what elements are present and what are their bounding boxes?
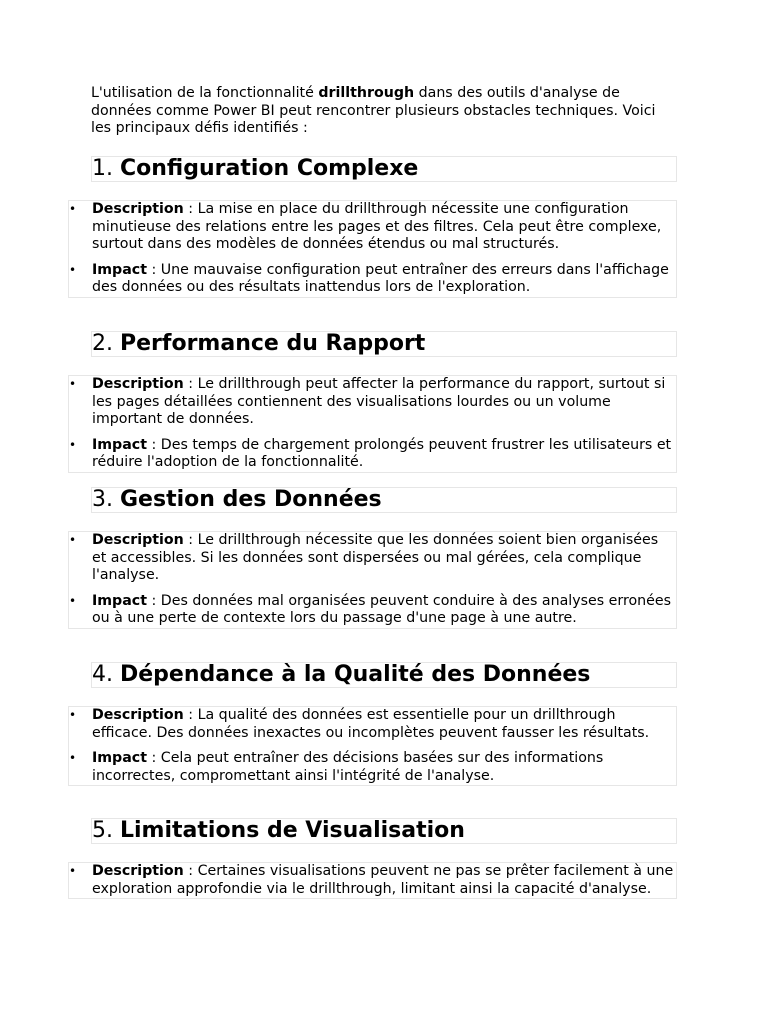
item-text: La qualité des données est essentielle pour un drillthrough efficace. Des données inexactes ou incomplètes peuvent fausser les résultats. (92, 707, 650, 741)
section-list-4 (68, 706, 677, 786)
item-text: Cela peut entraîner des décisions basées sur des informations incorrectes, compromettant ainsi l'intégrité de l'analyse. (92, 750, 604, 784)
section-heading-3 (91, 487, 677, 513)
section-heading-5 (91, 818, 677, 844)
item-label: Description (92, 863, 184, 879)
item-label: Description (92, 707, 184, 723)
list-item (69, 201, 676, 254)
item-separator: : (183, 376, 198, 392)
section-heading-1 (91, 156, 677, 182)
section-number: 5. (92, 818, 113, 843)
section-title: Configuration Complexe (120, 156, 419, 181)
section-title: Performance du Rapport (120, 331, 426, 356)
item-label: Description (92, 532, 184, 548)
item-separator: : (146, 592, 161, 609)
section-heading-2 (91, 331, 677, 357)
section-list-1 (68, 200, 677, 298)
intro-text-before: L'utilisation de la fonctionnalité (91, 85, 319, 101)
section-title: Gestion des Données (120, 487, 382, 512)
section-number: 1. (92, 156, 113, 181)
bullet-icon: • (69, 262, 77, 277)
list-item (69, 593, 676, 628)
list-item (69, 750, 676, 785)
item-separator: : (146, 261, 161, 278)
item-text: Des temps de chargement prolongés peuvent frustrer les utilisateurs et réduire l'adoption de la fonctionnalité. (92, 436, 672, 470)
bullet-icon: • (69, 377, 77, 391)
item-separator: : (146, 750, 161, 766)
item-separator: : (183, 532, 198, 548)
item-text: La mise en place du drillthrough nécessite une configuration minutieuse des relations entre les pages et des filtres. Cela peut être complexe, surtout dans des modèles de données étendus ou mal structurés. (92, 201, 662, 252)
item-separator: : (183, 707, 198, 723)
section-number: 2. (92, 331, 113, 356)
section-list-3 (68, 531, 677, 629)
item-separator: : (183, 201, 198, 217)
item-label: Impact (92, 436, 147, 453)
section-title: Limitations de Visualisation (120, 818, 465, 843)
item-label: Impact (92, 750, 147, 766)
section-list-2 (68, 375, 677, 473)
item-text: Une mauvaise configuration peut entraîner des erreurs dans l'affichage des données ou des résultats inattendus lors de l'exploration. (92, 261, 669, 295)
bullet-icon: • (69, 708, 77, 722)
item-text: Des données mal organisées peuvent conduire à des analyses erronées ou à une perte de contexte lors du passage d'une page à une autre. (92, 592, 672, 626)
section-heading-4 (91, 662, 677, 688)
bullet-icon: • (69, 864, 77, 878)
list-item (69, 863, 676, 898)
section-list-5 (68, 862, 677, 899)
list-item (69, 376, 676, 429)
intro-paragraph (91, 85, 677, 138)
section-number: 4. (92, 662, 113, 687)
item-text: Le drillthrough nécessite que les données soient bien organisées et accessibles. Si les données sont dispersées ou mal gérées, cela complique l'analyse. (92, 532, 659, 583)
item-label: Impact (92, 592, 147, 609)
list-item (69, 707, 676, 742)
list-item (69, 262, 676, 297)
item-label: Description (92, 376, 184, 392)
bullet-icon: • (69, 437, 77, 452)
item-separator: : (183, 863, 198, 879)
item-label: Impact (92, 261, 147, 278)
bullet-icon: • (69, 751, 77, 765)
item-label: Description (92, 201, 184, 217)
bullet-icon: • (69, 533, 77, 547)
intro-text-after: dans des outils d'analyse de données comme Power BI peut rencontrer plusieurs obstacles techniques. Voici les principaux défis identifiés : (91, 85, 656, 136)
item-text: Certaines visualisations peuvent ne pas se prêter facilement à une exploration approfondie via le drillthrough, limitant ainsi la capacité d'analyse. (92, 863, 674, 897)
bullet-icon: • (69, 593, 77, 608)
bullet-icon: • (69, 202, 77, 216)
item-separator: : (146, 436, 161, 453)
intro-text-bold: drillthrough (318, 85, 415, 101)
section-title: Dépendance à la Qualité des Données (120, 662, 591, 687)
item-text: Le drillthrough peut affecter la performance du rapport, surtout si les pages détaillées contiennent des visualisations lourdes ou un volume important de données. (92, 376, 666, 427)
list-item (69, 532, 676, 585)
section-number: 3. (92, 487, 113, 512)
list-item (69, 437, 676, 472)
